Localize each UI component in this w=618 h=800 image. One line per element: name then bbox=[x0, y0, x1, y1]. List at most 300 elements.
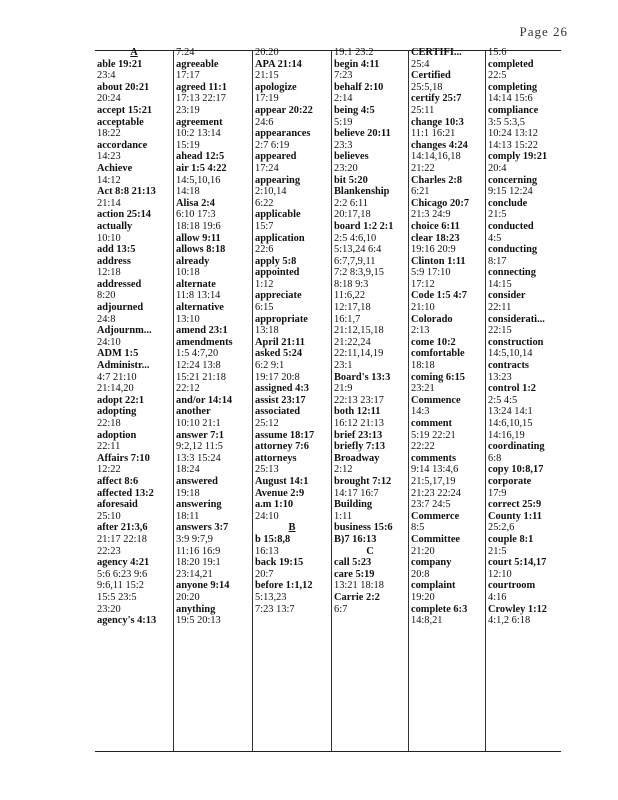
index-page-refs: 22:18 bbox=[97, 418, 121, 429]
index-page-refs: 21:14,20 bbox=[97, 383, 134, 395]
index-entry: about 20:21 bbox=[97, 81, 150, 93]
index-entry: adopt 22:1 bbox=[97, 394, 145, 406]
index-page-refs: 22:5 bbox=[488, 70, 507, 82]
index-page-refs: 8:5 bbox=[411, 522, 425, 534]
index-entry: appearances bbox=[255, 128, 311, 140]
index-page-refs: 15:7 bbox=[255, 220, 274, 232]
index-entry: agency's 4:13 bbox=[97, 615, 157, 627]
index-page-refs: 24:8 bbox=[97, 313, 116, 325]
index-page-refs: 11:16 16:9 bbox=[176, 545, 221, 557]
index-page-refs: 23:1 bbox=[334, 360, 353, 372]
index-entry: action 25:14 bbox=[97, 209, 151, 221]
index-entry: CERTIFI... bbox=[411, 47, 462, 58]
index-table bbox=[95, 47, 561, 752]
index-entry: answering bbox=[176, 499, 222, 511]
index-page-refs: 2:12 bbox=[334, 464, 353, 476]
index-page-refs: 12:18 bbox=[97, 267, 121, 279]
index-page-refs: 2:7 6:19 bbox=[255, 139, 290, 151]
index-page-refs: 14:18 bbox=[176, 186, 200, 198]
index-page-refs: 18:18 19:6 bbox=[176, 220, 221, 232]
index-entry: compliance bbox=[488, 104, 539, 116]
index-column-4 bbox=[334, 47, 406, 751]
index-page-refs: 13:18 bbox=[255, 325, 279, 337]
index-entry: Commence bbox=[411, 394, 461, 406]
index-entry: copy 10:8,17 bbox=[488, 464, 544, 476]
index-entry: Commerce bbox=[411, 510, 460, 522]
index-entry: actually bbox=[97, 220, 133, 232]
index-page-refs: 11:8 13:14 bbox=[176, 290, 221, 302]
index-entry: answered bbox=[176, 475, 218, 487]
index-entry: brief 23:13 bbox=[334, 429, 383, 441]
index-entry: coming 6:15 bbox=[411, 371, 465, 383]
index-entry: conclude bbox=[488, 197, 528, 209]
index-page-refs: 14:5,10,14 bbox=[488, 348, 533, 360]
index-entry: contracts bbox=[488, 360, 529, 372]
index-page-refs: 2:5 4:6,10 bbox=[334, 232, 377, 244]
index-entry: comments bbox=[411, 452, 457, 464]
index-page-refs: 15:5 23:5 bbox=[97, 591, 137, 603]
index-page-refs: 19:5 20:13 bbox=[176, 615, 221, 627]
index-page-refs: 6:7,7,9,11 bbox=[334, 255, 376, 267]
index-page-refs: 15:19 bbox=[176, 139, 200, 151]
index-column-1 bbox=[97, 47, 171, 751]
index-page-refs: 5:9 17:10 bbox=[411, 267, 451, 279]
index-entry: B)7 16:13 bbox=[334, 533, 377, 545]
index-page-refs: 13:24 14:1 bbox=[488, 406, 533, 418]
index-entry: business 15:6 bbox=[334, 522, 393, 534]
index-entry: Adjournm... bbox=[97, 325, 152, 337]
index-page-refs: 18:20 19:1 bbox=[176, 557, 221, 569]
index-page-refs: 21:17 22:18 bbox=[97, 533, 147, 545]
index-page-refs: 13:23 bbox=[488, 371, 512, 383]
column-divider bbox=[252, 51, 253, 751]
index-page-refs: 6:2 9:1 bbox=[255, 360, 285, 372]
index-page-refs: 19:20 bbox=[411, 591, 435, 603]
index-entry: Alisa 2:4 bbox=[176, 197, 215, 209]
index-page-refs: 12:22 bbox=[97, 464, 121, 476]
index-entry: attorney 7:6 bbox=[255, 441, 309, 453]
index-entry: allows 8:18 bbox=[176, 244, 226, 256]
index-page-refs: 23:19 bbox=[176, 104, 200, 116]
column-divider bbox=[331, 51, 332, 751]
index-page-refs: 21:12,15,18 bbox=[334, 325, 384, 337]
index-entry: already bbox=[176, 255, 210, 267]
index-page-refs: 18:22 bbox=[97, 128, 121, 140]
index-page-refs: 21:9 bbox=[334, 383, 353, 395]
index-page-refs: 22:11,14,19 bbox=[334, 348, 384, 360]
index-entry: adoption bbox=[97, 429, 137, 441]
section-letter: A bbox=[130, 47, 138, 58]
index-page-refs: 21:5 bbox=[488, 545, 507, 557]
index-entry: attorneys bbox=[255, 452, 297, 464]
index-page-refs: 9:2,12 11:5 bbox=[176, 441, 223, 453]
section-letter: B bbox=[288, 522, 296, 534]
index-page-refs: 5:19 bbox=[334, 116, 353, 128]
index-entry: court 5:14,17 bbox=[488, 557, 547, 569]
index-page-refs: 22:13 23:17 bbox=[334, 394, 384, 406]
index-column-5 bbox=[411, 47, 483, 751]
index-entry: appreciate bbox=[255, 290, 302, 302]
index-entry: assist 23:17 bbox=[255, 394, 306, 406]
index-page-refs: 12:10 bbox=[488, 568, 512, 580]
index-entry: Achieve bbox=[97, 162, 133, 174]
index-page-refs: 9:15 12:24 bbox=[488, 186, 533, 198]
index-entry: affected 13:2 bbox=[97, 487, 154, 499]
index-entry: answers 3:7 bbox=[176, 522, 229, 534]
index-page-refs: 14:13 15:22 bbox=[488, 139, 538, 151]
index-entry: clear 18:23 bbox=[411, 232, 460, 244]
index-page-refs: 20:17,18 bbox=[334, 209, 371, 221]
index-page-refs: 14:8,21 bbox=[411, 615, 443, 627]
index-entry: adjourned bbox=[97, 302, 144, 314]
index-entry: before 1:1,12 bbox=[255, 580, 313, 592]
index-entry: allow 9:11 bbox=[176, 232, 221, 244]
index-entry: Colorado bbox=[411, 313, 453, 325]
index-entry: agreed 11:1 bbox=[176, 81, 227, 93]
index-entry: Committee bbox=[411, 533, 461, 545]
index-page-refs: 5:19 22:21 bbox=[411, 429, 456, 441]
index-page-refs: 22:22 bbox=[411, 441, 435, 453]
index-page-refs: 13:3 15:24 bbox=[176, 452, 221, 464]
index-entry: ADM 1:5 bbox=[97, 348, 139, 360]
index-entry: begin 4:11 bbox=[334, 58, 380, 70]
index-entry: corporate bbox=[488, 475, 532, 487]
index-entry: appear 20:22 bbox=[255, 104, 313, 116]
index-column-6 bbox=[488, 47, 560, 751]
index-page-refs: 4:16 bbox=[488, 591, 507, 603]
index-page-refs: 21:3 24:9 bbox=[411, 209, 451, 221]
index-page-refs: 14:14 15:6 bbox=[488, 93, 533, 105]
index-page-refs: 25:10 bbox=[97, 510, 121, 522]
index-entry: able 19:21 bbox=[97, 58, 143, 70]
index-page-refs: 18:11 bbox=[176, 510, 200, 522]
index-entry: comfortable bbox=[411, 348, 465, 360]
index-entry: acceptable bbox=[97, 116, 144, 128]
index-page-refs: 23:21 bbox=[411, 383, 435, 395]
index-entry: complete 6:3 bbox=[411, 603, 468, 615]
index-entry: associated bbox=[255, 406, 301, 418]
index-page-refs: 20:20 bbox=[255, 47, 279, 58]
index-entry: believe 20:11 bbox=[334, 128, 391, 140]
index-entry: believes bbox=[334, 151, 369, 163]
index-page-refs: 21:15 bbox=[255, 70, 279, 82]
index-page-refs: 18:24 bbox=[176, 464, 200, 476]
index-entry: Crowley 1:12 bbox=[488, 603, 547, 615]
index-page-refs: 14:6,10,15 bbox=[488, 418, 533, 429]
index-entry: conducting bbox=[488, 244, 538, 256]
index-entry: amendments bbox=[176, 336, 233, 348]
index-entry: and/or 14:14 bbox=[176, 394, 233, 406]
index-entry: Affairs 7:10 bbox=[97, 452, 150, 464]
index-entry: ahead 12:5 bbox=[176, 151, 225, 163]
index-page-refs: 14:12 bbox=[97, 174, 121, 186]
index-page-refs: 14:16,19 bbox=[488, 429, 525, 441]
index-page-refs: 19:18 bbox=[176, 487, 200, 499]
index-entry: addressed bbox=[97, 278, 142, 290]
index-page-refs: 13:10 bbox=[176, 313, 200, 325]
index-page-refs: 16:13 bbox=[255, 545, 279, 557]
index-page-refs: 25:5,18 bbox=[411, 81, 443, 93]
index-entry: call 5:23 bbox=[334, 557, 372, 569]
index-page-refs: 21:22 bbox=[411, 162, 435, 174]
index-page-refs: 3:5 5:3,5 bbox=[488, 116, 525, 128]
index-entry: both 12:11 bbox=[334, 406, 381, 418]
index-page-refs: 2:14 bbox=[334, 93, 353, 105]
index-page-refs: 25:13 bbox=[255, 464, 279, 476]
index-page-refs: 20:24 bbox=[97, 93, 121, 105]
index-page-refs: 2:2 6:11 bbox=[334, 197, 368, 209]
index-page-refs: 19:17 20:8 bbox=[255, 371, 300, 383]
index-page-refs: 5:13,23 bbox=[255, 591, 287, 603]
index-page-refs: 21:5,17,19 bbox=[411, 475, 456, 487]
index-page-refs: 5:6 6:23 9:6 bbox=[97, 568, 148, 580]
index-entry: another bbox=[176, 406, 211, 418]
index-entry: amend 23:1 bbox=[176, 325, 228, 337]
index-page-refs: 18:18 bbox=[411, 360, 435, 372]
index-page-refs: 15:6 bbox=[488, 47, 507, 58]
index-entry: being 4:5 bbox=[334, 104, 375, 116]
index-column-3 bbox=[255, 47, 329, 751]
index-page-refs: 21:22,24 bbox=[334, 336, 371, 348]
index-entry: Board's 13:3 bbox=[334, 371, 391, 383]
index-entry: correct 25:9 bbox=[488, 499, 542, 511]
index-entry: Charles 2:8 bbox=[411, 174, 463, 186]
index-entry: apply 5:8 bbox=[255, 255, 297, 267]
index-page-refs: 14:14,16,18 bbox=[411, 151, 461, 163]
index-entry: bit 5:20 bbox=[334, 174, 368, 186]
index-page-refs: 6:10 17:3 bbox=[176, 209, 216, 221]
index-entry: control 1:2 bbox=[488, 383, 537, 395]
index-entry: August 14:1 bbox=[255, 475, 309, 487]
index-entry: agreement bbox=[176, 116, 223, 128]
index-entry: assume 18:17 bbox=[255, 429, 315, 441]
index-entry: appearing bbox=[255, 174, 301, 186]
index-page-refs: 8:17 bbox=[488, 255, 507, 267]
index-page-refs: 7:23 bbox=[334, 70, 353, 82]
index-page-refs: 14:5,10,16 bbox=[176, 174, 221, 186]
index-entry: briefly 7:13 bbox=[334, 441, 386, 453]
index-page-refs: 9:6,11 15:2 bbox=[97, 580, 144, 592]
index-entry: choice 6:11 bbox=[411, 220, 460, 232]
index-entry: appointed bbox=[255, 267, 300, 279]
index-entry: coordinating bbox=[488, 441, 545, 453]
index-page-refs: 17:17 bbox=[176, 70, 200, 82]
index-page-refs: 3:9 9:7,9 bbox=[176, 533, 213, 545]
index-page-refs: 4:1,2 6:18 bbox=[488, 615, 531, 627]
index-entry: April 21:11 bbox=[255, 336, 305, 348]
index-page-refs: 6:8 bbox=[488, 452, 502, 464]
index-entry: completed bbox=[488, 58, 534, 70]
column-divider bbox=[408, 51, 409, 751]
index-entry: address bbox=[97, 255, 131, 267]
index-page-refs: 1:11 bbox=[334, 510, 353, 522]
index-page-refs: 4:5 bbox=[488, 232, 502, 244]
index-page-refs: 23:20 bbox=[334, 162, 358, 174]
index-page-refs: 23:7 24:5 bbox=[411, 499, 451, 511]
index-entry: certify 25:7 bbox=[411, 93, 462, 105]
index-entry: Carrie 2:2 bbox=[334, 591, 380, 603]
index-entry: assigned 4:3 bbox=[255, 383, 309, 395]
index-page-refs: 10:10 bbox=[97, 232, 121, 244]
index-page-refs: 23:3 bbox=[334, 139, 353, 151]
index-entry: complaint bbox=[411, 580, 456, 592]
index-entry: agency 4:21 bbox=[97, 557, 150, 569]
index-entry: brought 7:12 bbox=[334, 475, 392, 487]
index-page-refs: 24:6 bbox=[255, 116, 274, 128]
index-entry: a.m 1:10 bbox=[255, 499, 294, 511]
index-page-refs: 17:12 bbox=[411, 278, 435, 290]
index-page-refs: 8:18 9:3 bbox=[334, 278, 369, 290]
index-page-refs: 10:2 13:14 bbox=[176, 128, 221, 140]
index-entry: considerati... bbox=[488, 313, 545, 325]
index-entry: come 10:2 bbox=[411, 336, 456, 348]
index-page-refs: 10:10 21:1 bbox=[176, 418, 221, 429]
index-page-refs: 16:12 21:13 bbox=[334, 418, 384, 429]
index-page-refs: 6:21 bbox=[411, 186, 430, 198]
index-page-refs: 17:9 bbox=[488, 487, 507, 499]
index-page-refs: 20:20 bbox=[176, 591, 200, 603]
index-page-refs: 11:1 16:21 bbox=[411, 128, 456, 140]
index-entry: anything bbox=[176, 603, 216, 615]
index-page-refs: 6:7 bbox=[334, 603, 348, 615]
index-entry: comment bbox=[411, 418, 452, 429]
index-page-refs: 1:5 4:7,20 bbox=[176, 348, 219, 360]
index-page-refs: 7:23 13:7 bbox=[255, 603, 295, 615]
index-page-refs: 14:17 16:7 bbox=[334, 487, 379, 499]
index-page-refs: 25:11 bbox=[411, 104, 435, 116]
index-page-refs: 2:5 4:5 bbox=[488, 394, 518, 406]
index-page-refs: 22:6 bbox=[255, 244, 274, 256]
index-entry: connecting bbox=[488, 267, 536, 279]
index-page-refs: 21:20 bbox=[411, 545, 435, 557]
index-page-refs: 21:14 bbox=[97, 197, 121, 209]
index-page-refs: 21:23 22:24 bbox=[411, 487, 461, 499]
index-entry: anyone 9:14 bbox=[176, 580, 230, 592]
index-page-refs: 19:16 20:9 bbox=[411, 244, 456, 256]
index-page-refs: 19:1 23:2 bbox=[334, 47, 374, 58]
index-page-refs: 15:21 21:18 bbox=[176, 371, 226, 383]
column-divider bbox=[485, 51, 486, 751]
index-page-refs: 14:23 bbox=[97, 151, 121, 163]
index-page-refs: 17:13 22:17 bbox=[176, 93, 226, 105]
index-page-refs: 20:8 bbox=[411, 568, 430, 580]
index-page-refs: 14:15 bbox=[488, 278, 512, 290]
index-entry: Administr... bbox=[97, 360, 150, 372]
index-entry: Clinton 1:11 bbox=[411, 255, 466, 267]
index-entry: answer 7:1 bbox=[176, 429, 225, 441]
index-entry: applicable bbox=[255, 209, 301, 221]
index-entry: County 1:11 bbox=[488, 510, 542, 522]
index-entry: aforesaid bbox=[97, 499, 138, 511]
index-entry: Code 1:5 4:7 bbox=[411, 290, 467, 302]
index-column-2 bbox=[176, 47, 250, 751]
index-page-refs: 24:10 bbox=[255, 510, 279, 522]
index-page-refs: 10:18 bbox=[176, 267, 200, 279]
index-page-refs: 7:2 8:3,9,15 bbox=[334, 267, 384, 279]
index-entry: board 1:2 2:1 bbox=[334, 220, 394, 232]
index-page-refs: 14:3 bbox=[411, 406, 430, 418]
index-page-refs: 21:5 bbox=[488, 209, 507, 221]
index-page-refs: 22:15 bbox=[488, 325, 512, 337]
index-page-refs: 23:4 bbox=[97, 70, 116, 82]
index-entry: accordance bbox=[97, 139, 148, 151]
index-entry: Chicago 20:7 bbox=[411, 197, 470, 209]
index-entry: change 10:3 bbox=[411, 116, 464, 128]
index-page-refs: 21:10 bbox=[411, 302, 435, 314]
index-page-refs: 12:17,18 bbox=[334, 302, 371, 314]
index-entry: appeared bbox=[255, 151, 297, 163]
index-entry: changes 4:24 bbox=[411, 139, 468, 151]
index-entry: affect 8:6 bbox=[97, 475, 139, 487]
index-page-refs: 25:4 bbox=[411, 58, 430, 70]
index-page-refs: 13:21 18:18 bbox=[334, 580, 384, 592]
index-page-refs: 10:24 13:12 bbox=[488, 128, 538, 140]
index-entry: courtroom bbox=[488, 580, 536, 592]
index-entry: APA 21:14 bbox=[255, 58, 302, 70]
index-entry: construction bbox=[488, 336, 544, 348]
index-entry: air 1:5 4:22 bbox=[176, 162, 227, 174]
index-page-refs: 22:23 bbox=[97, 545, 121, 557]
index-page-refs: 20:4 bbox=[488, 162, 507, 174]
index-page-refs: 23:20 bbox=[97, 603, 121, 615]
index-page-refs: 16:1,7 bbox=[334, 313, 361, 325]
index-entry: application bbox=[255, 232, 305, 244]
index-entry: alternate bbox=[176, 278, 216, 290]
index-entry: agreeable bbox=[176, 58, 219, 70]
section-letter: C bbox=[366, 545, 374, 557]
index-entry: accept 15:21 bbox=[97, 104, 153, 116]
index-entry: asked 5:24 bbox=[255, 348, 303, 360]
index-page-refs: 25:12 bbox=[255, 418, 279, 429]
index-entry: consider bbox=[488, 290, 526, 302]
index-page-refs: 22:12 bbox=[176, 383, 200, 395]
index-page-refs: 6:22 bbox=[255, 197, 274, 209]
index-entry: Certified bbox=[411, 70, 451, 82]
index-entry: alternative bbox=[176, 302, 224, 314]
index-page-refs: 4:7 21:10 bbox=[97, 371, 137, 383]
index-page-refs: 23:14,21 bbox=[176, 568, 213, 580]
index-entry: adopting bbox=[97, 406, 137, 418]
index-entry: b 15:8,8 bbox=[255, 533, 291, 545]
index-page-refs: 2:13 bbox=[411, 325, 430, 337]
column-divider bbox=[173, 51, 174, 751]
index-entry: Avenue 2:9 bbox=[255, 487, 305, 499]
index-entry: comply 19:21 bbox=[488, 151, 548, 163]
index-page-refs: 22:11 bbox=[97, 441, 121, 453]
index-entry: after 21:3,6 bbox=[97, 522, 148, 534]
index-page-refs: 24:10 bbox=[97, 336, 121, 348]
index-entry: Act 8:8 21:13 bbox=[97, 186, 156, 198]
index-entry: Broadway bbox=[334, 452, 380, 464]
index-entry: apologize bbox=[255, 81, 297, 93]
index-page-refs: 1:12 bbox=[255, 278, 274, 290]
index-page-refs: 7:24 bbox=[176, 47, 195, 58]
index-entry: completing bbox=[488, 81, 538, 93]
index-page-refs: 17:19 bbox=[255, 93, 279, 105]
index-page-refs: 9:14 13:4,6 bbox=[411, 464, 459, 476]
index-entry: concerning bbox=[488, 174, 538, 186]
index-entry: back 19:15 bbox=[255, 557, 304, 569]
page-label: Page 26 bbox=[519, 24, 568, 39]
index-entry: appropriate bbox=[255, 313, 308, 325]
index-page-refs: 11:6,22 bbox=[334, 290, 366, 302]
index-page-refs: 8:20 bbox=[97, 290, 116, 302]
index-entry: behalf 2:10 bbox=[334, 81, 384, 93]
index-page-refs: 2:10,14 bbox=[255, 186, 287, 198]
index-entry: add 13:5 bbox=[97, 244, 136, 256]
index-page-refs: 17:24 bbox=[255, 162, 279, 174]
index-page-refs: 20:7 bbox=[255, 568, 274, 580]
